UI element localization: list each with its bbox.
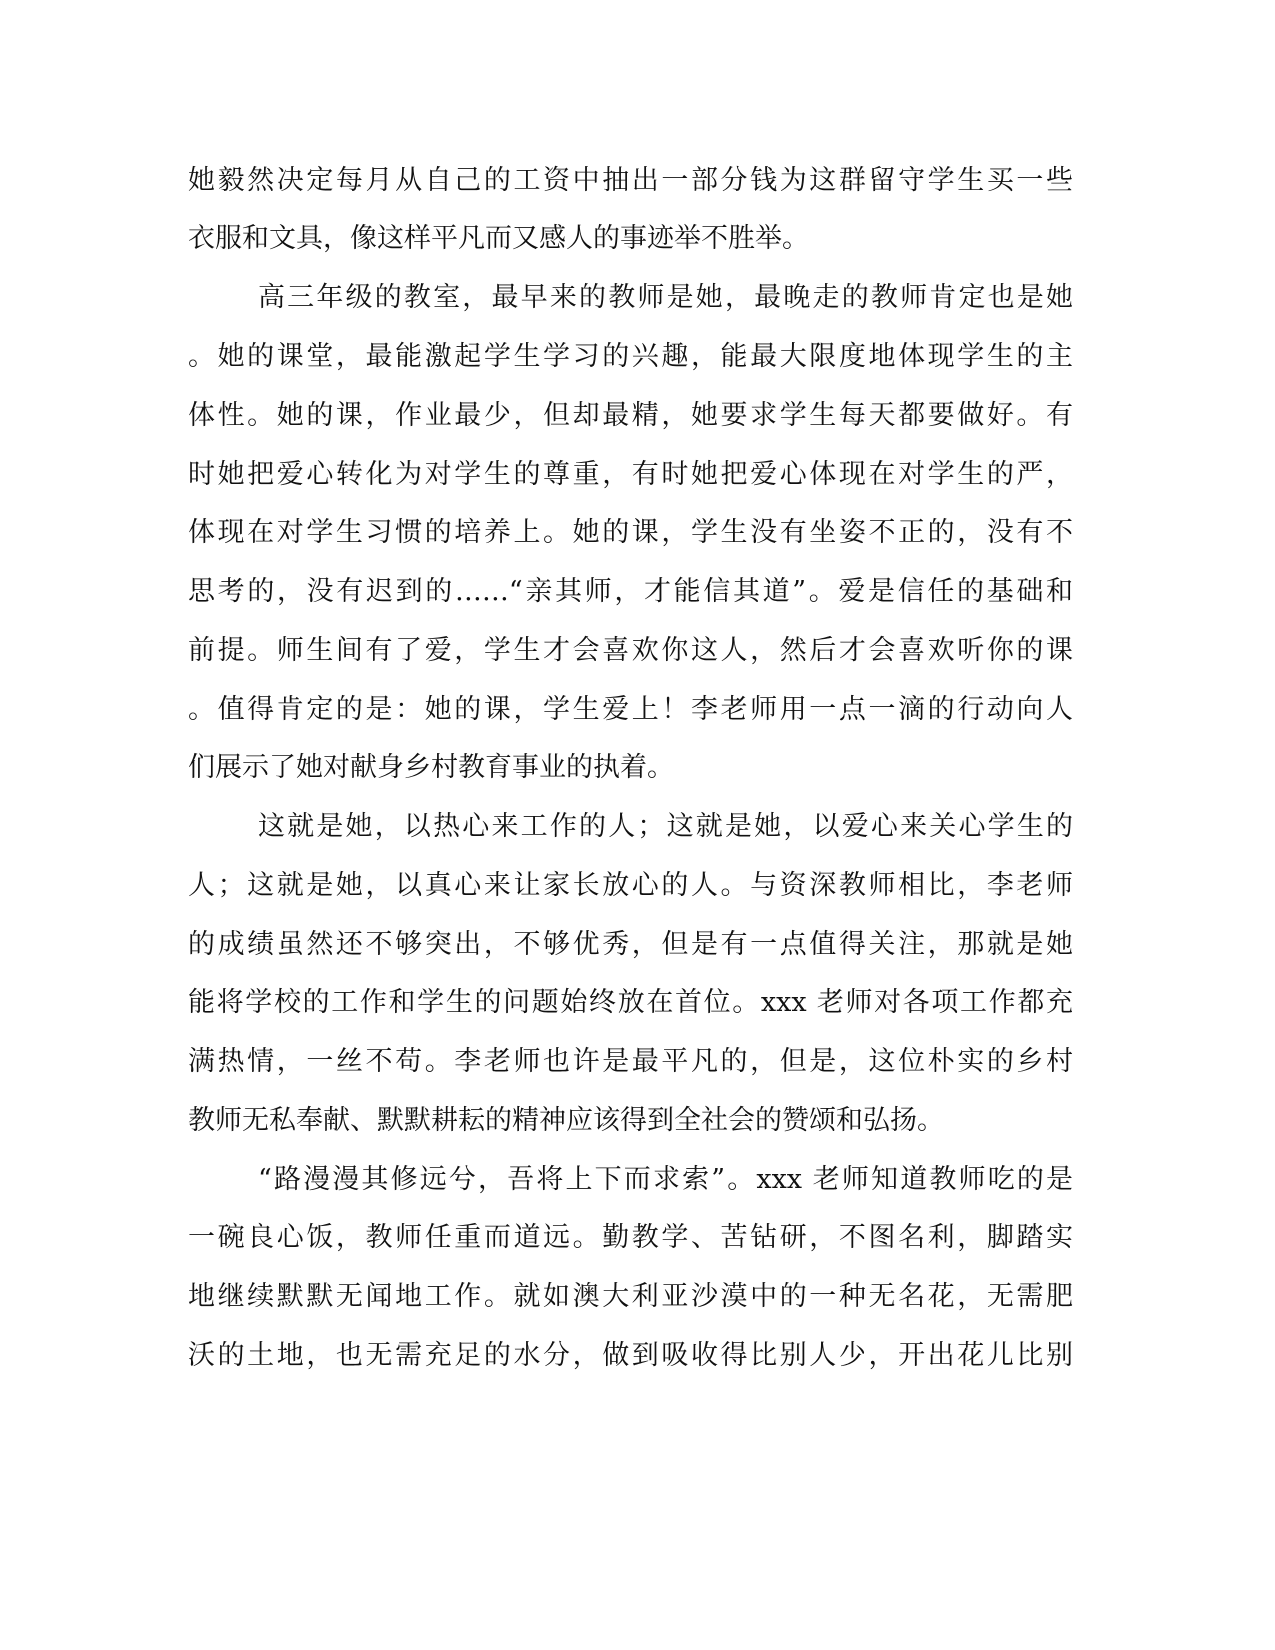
text-line: 。值得肯定的是：她的课，学生爱上！李老师用一点一滴的行动向人 xyxy=(188,694,1073,725)
text-line: 这就是她，以热心来工作的人；这就是她，以爱心来关心学生的 xyxy=(258,811,1073,842)
text-line: “路漫漫其修远兮，吾将上下而求索”。xxx 老师知道教师吃的是 xyxy=(258,1164,1073,1195)
text-line: 沃的土地，也无需充足的水分，做到吸收得比别人少，开出花儿比别 xyxy=(188,1340,1073,1371)
text-line: 高三年级的教室，最早来的教师是她，最晚走的教师肯定也是她 xyxy=(258,282,1073,313)
text-line: 思考的，没有迟到的……“亲其师，才能信其道”。爱是信任的基础和 xyxy=(188,576,1073,607)
text-line: 她毅然决定每月从自己的工资中抽出一部分钱为这群留守学生买一些 xyxy=(188,165,1073,196)
text-line: 一碗良心饭，教师任重而道远。勤教学、苦钻研，不图名利，脚踏实 xyxy=(188,1222,1073,1253)
text-line: 。她的课堂，最能激起学生学习的兴趣，能最大限度地体现学生的主 xyxy=(188,341,1073,372)
text-line: 们展示了她对献身乡村教育事业的执着。 xyxy=(188,752,674,783)
text-line: 前提。师生间有了爱，学生才会喜欢你这人，然后才会喜欢听你的课 xyxy=(188,635,1073,666)
text-line: 体性。她的课，作业最少，但却最精，她要求学生每天都要做好。有 xyxy=(188,400,1073,431)
text-line: 能将学校的工作和学生的问题始终放在首位。xxx 老师对各项工作都充 xyxy=(188,987,1073,1018)
text-line: 地继续默默无闻地工作。就如澳大利亚沙漠中的一种无名花，无需肥 xyxy=(188,1281,1073,1312)
text-line: 体现在对学生习惯的培养上。她的课，学生没有坐姿不正的，没有不 xyxy=(188,517,1073,548)
text-line: 衣服和文具，像这样平凡而又感人的事迹举不胜举。 xyxy=(188,223,809,254)
text-line: 人；这就是她，以真心来让家长放心的人。与资深教师相比，李老师 xyxy=(188,870,1073,901)
text-line: 的成绩虽然还不够突出，不够优秀，但是有一点值得关注，那就是她 xyxy=(188,929,1073,960)
text-line: 时她把爱心转化为对学生的尊重，有时她把爱心体现在对学生的严， xyxy=(188,459,1073,490)
text-line: 满热情，一丝不苟。李老师也许是最平凡的，但是，这位朴实的乡村 xyxy=(188,1046,1073,1077)
text-line: 教师无私奉献、默默耕耘的精神应该得到全社会的赞颂和弘扬。 xyxy=(188,1105,944,1136)
